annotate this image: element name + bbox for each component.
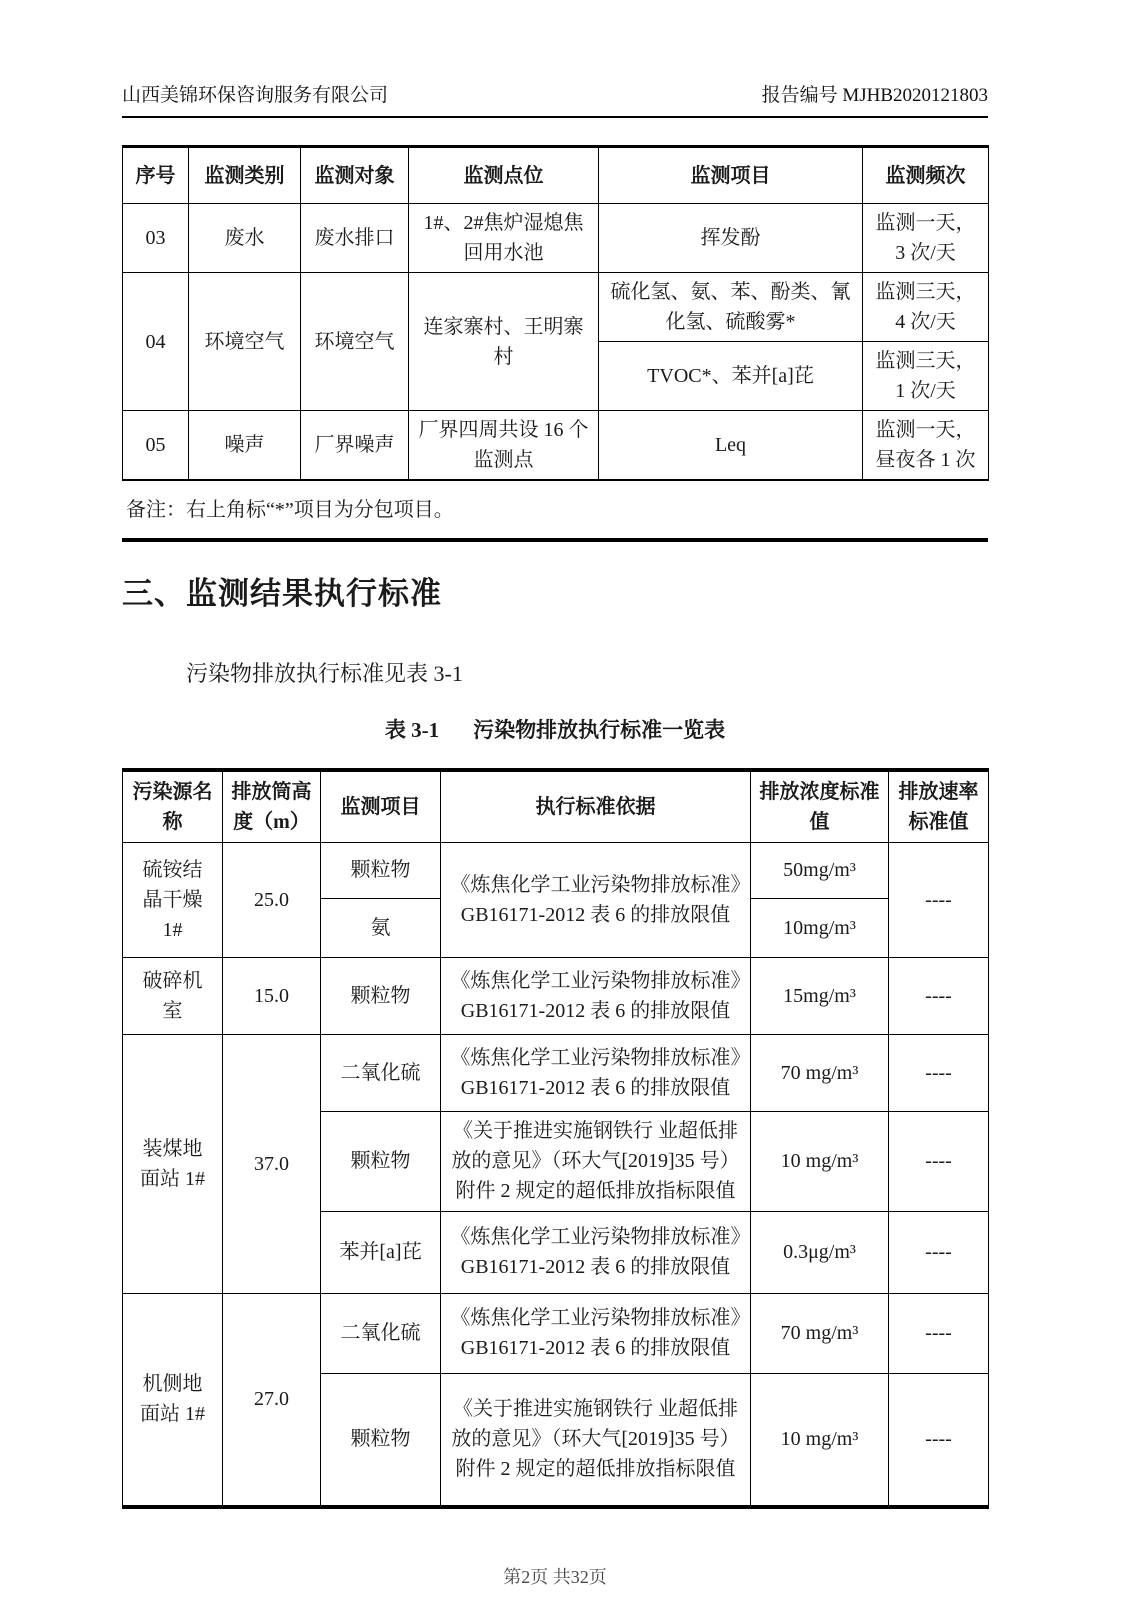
section-heading: 三、监测结果执行标准 xyxy=(122,576,442,611)
table-caption-label: 表 3-1 xyxy=(384,718,440,742)
cell-seq: 03 xyxy=(123,204,189,273)
company-name: 山西美锦环保咨询服务有限公司 xyxy=(122,85,389,106)
cell-location: 厂界四周共设 16 个监测点 xyxy=(409,411,599,481)
col-header-standard: 执行标准依据 xyxy=(441,770,751,842)
report-number: 报告编号 MJHB2020121803 xyxy=(761,85,988,106)
cell-stack-height: 25.0 xyxy=(223,842,321,957)
cell-standard: 《炼焦化学工业污染物排放标准》GB16171-2012 表 6 的排放限值 xyxy=(441,957,751,1034)
cell-concentration: 0.3μg/m³ xyxy=(751,1211,889,1293)
col-header-item: 监测项目 xyxy=(321,770,441,842)
cell-standard: 《关于推进实施钢铁行 业超低排放的意见》（环大气[2019]35 号）附件 2 规定的超低排放指标限值 xyxy=(441,1373,751,1507)
header-divider xyxy=(122,116,988,118)
table-row xyxy=(123,273,989,342)
cell-concentration: 10 mg/m³ xyxy=(751,1373,889,1507)
col-header-stack-height: 排放筒高度（m） xyxy=(223,770,321,842)
cell-frequency: 监测一天，昼夜各 1 次 xyxy=(863,411,989,481)
cell-concentration: 10mg/m³ xyxy=(751,898,889,957)
col-header-item: 监测项目 xyxy=(599,147,863,204)
section-divider xyxy=(122,538,988,542)
cell-rate: ---- xyxy=(889,1293,989,1373)
cell-concentration: 70 mg/m³ xyxy=(751,1034,889,1111)
cell-rate: ---- xyxy=(889,1373,989,1507)
cell-seq: 04 xyxy=(123,273,189,411)
cell-rate: ---- xyxy=(889,1211,989,1293)
cell-standard: 《关于推进实施钢铁行 业超低排放的意见》（环大气[2019]35 号）附件 2 规定的超低排放指标限值 xyxy=(441,1111,751,1211)
cell-item: TVOC*、苯并[a]芘 xyxy=(599,342,863,411)
cell-rate: ---- xyxy=(889,842,989,957)
cell-rate: ---- xyxy=(889,1034,989,1111)
cell-item: 颗粒物 xyxy=(321,1111,441,1211)
cell-item: 硫化氢、氨、苯、酚类、氰化氢、硫酸雾* xyxy=(599,273,863,342)
cell-object: 厂界噪声 xyxy=(301,411,409,481)
col-header-frequency: 监测频次 xyxy=(863,147,989,204)
cell-item: Leq xyxy=(599,411,863,481)
cell-item: 苯并[a]芘 xyxy=(321,1211,441,1293)
page-header xyxy=(122,0,988,107)
col-header-concentration: 排放浓度标准值 xyxy=(751,770,889,842)
cell-concentration: 70 mg/m³ xyxy=(751,1293,889,1373)
table-note: 备注：右上角标“*”项目为分包项目。 xyxy=(126,499,454,521)
cell-item: 二氧化硫 xyxy=(321,1034,441,1111)
cell-object: 环境空气 xyxy=(301,273,409,411)
cell-category: 废水 xyxy=(189,204,301,273)
col-header-location: 监测点位 xyxy=(409,147,599,204)
cell-item: 颗粒物 xyxy=(321,957,441,1034)
cell-standard: 《炼焦化学工业污染物排放标准》GB16171-2012 表 6 的排放限值 xyxy=(441,1211,751,1293)
cell-item: 氨 xyxy=(321,898,441,957)
cell-item: 挥发酚 xyxy=(599,204,863,273)
cell-concentration: 10 mg/m³ xyxy=(751,1111,889,1211)
cell-frequency: 监测三天，1 次/天 xyxy=(863,342,989,411)
cell-location: 连家寨村、王明寨村 xyxy=(409,273,599,411)
cell-seq: 05 xyxy=(123,411,189,481)
table-header-row xyxy=(123,147,989,204)
col-header-source: 污染源名称 xyxy=(123,770,223,842)
cell-source: 机侧地面站 1# xyxy=(123,1293,223,1507)
cell-category: 环境空气 xyxy=(189,273,301,411)
cell-category: 噪声 xyxy=(189,411,301,481)
table-row xyxy=(123,204,989,273)
table-header-row xyxy=(123,770,989,842)
monitoring-schedule-table xyxy=(122,145,989,481)
cell-concentration: 15mg/m³ xyxy=(751,957,889,1034)
cell-standard: 《炼焦化学工业污染物排放标准》GB16171-2012 表 6 的排放限值 xyxy=(441,1293,751,1373)
col-header-rate: 排放速率标准值 xyxy=(889,770,989,842)
table-row xyxy=(123,842,989,898)
cell-concentration: 50mg/m³ xyxy=(751,842,889,898)
intro-paragraph: 污染物排放执行标准见表 3-1 xyxy=(186,661,463,686)
cell-frequency: 监测一天，3 次/天 xyxy=(863,204,989,273)
table-caption xyxy=(122,714,988,744)
col-header-category: 监测类别 xyxy=(189,147,301,204)
page-footer: 第2页 共32页 xyxy=(503,1567,607,1587)
cell-frequency: 监测三天，4 次/天 xyxy=(863,273,989,342)
cell-standard: 《炼焦化学工业污染物排放标准》GB16171-2012 表 6 的排放限值 xyxy=(441,842,751,957)
cell-source: 破碎机室 xyxy=(123,957,223,1034)
table-row xyxy=(123,957,989,1034)
cell-stack-height: 15.0 xyxy=(223,957,321,1034)
cell-stack-height: 27.0 xyxy=(223,1293,321,1507)
cell-standard: 《炼焦化学工业污染物排放标准》GB16171-2012 表 6 的排放限值 xyxy=(441,1034,751,1111)
table-caption-title: 污染物排放执行标准一览表 xyxy=(473,718,726,742)
emission-standards-table xyxy=(122,768,989,1509)
table-row xyxy=(123,1034,989,1111)
table-row xyxy=(123,1293,989,1373)
cell-location: 1#、2#焦炉湿熄焦回用水池 xyxy=(409,204,599,273)
cell-rate: ---- xyxy=(889,1111,989,1211)
cell-item: 颗粒物 xyxy=(321,842,441,898)
cell-stack-height: 37.0 xyxy=(223,1034,321,1293)
cell-object: 废水排口 xyxy=(301,204,409,273)
cell-source: 硫铵结晶干燥 1# xyxy=(123,842,223,957)
cell-rate: ---- xyxy=(889,957,989,1034)
cell-source: 装煤地面站 1# xyxy=(123,1034,223,1293)
cell-item: 颗粒物 xyxy=(321,1373,441,1507)
table-row xyxy=(123,411,989,481)
cell-item: 二氧化硫 xyxy=(321,1293,441,1373)
col-header-seq: 序号 xyxy=(123,147,189,204)
col-header-object: 监测对象 xyxy=(301,147,409,204)
